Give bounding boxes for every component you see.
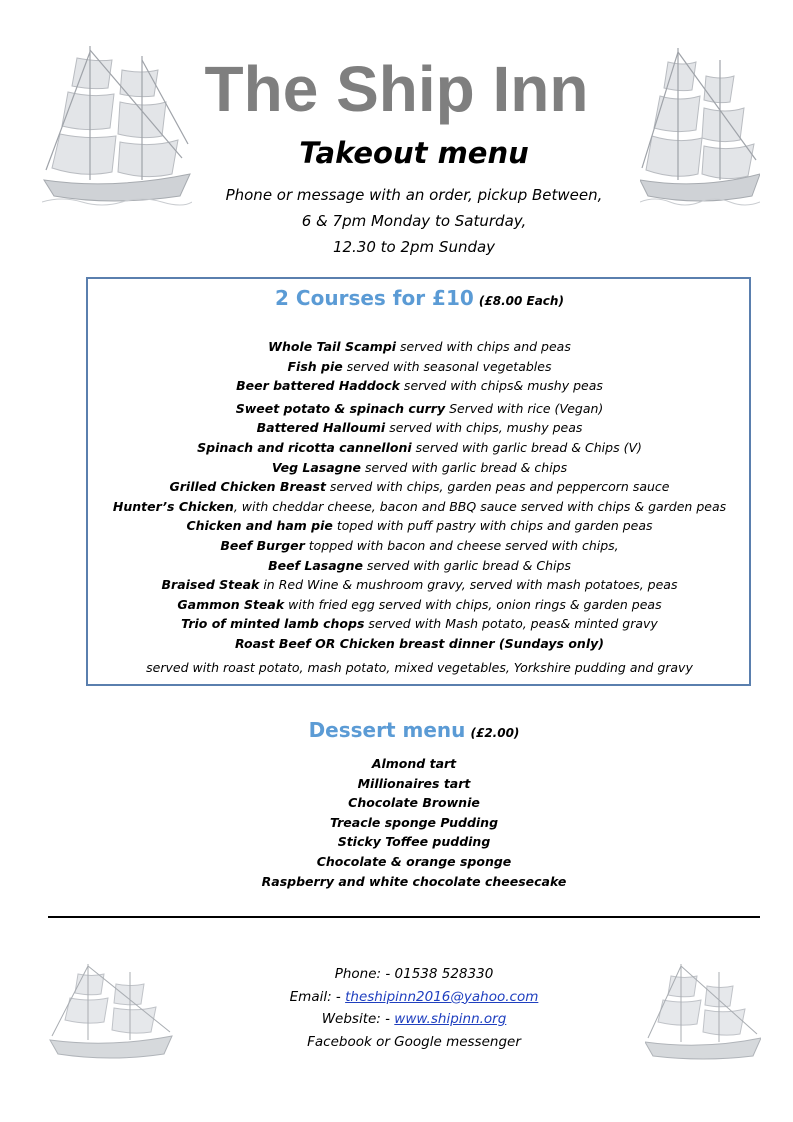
dessert-price-note: (£2.00) [470, 726, 520, 740]
email-line [0, 986, 793, 1009]
menu-item [88, 536, 751, 556]
menu-item-name: Spinach and ricotta cannelloni [197, 439, 412, 455]
menu-item [88, 477, 751, 497]
pickup-info-line: Phone or message with an order, pickup Between, [225, 186, 603, 204]
pickup-info-line: 6 & 7pm Monday to Saturday, [301, 212, 527, 230]
roast-dinner-note: served with roast potato, mash potato, mixed vegetables, Yorkshire pudding and gravy [146, 659, 693, 675]
menu-item-desc: toped with puff pastry with chips and garden peas [332, 518, 653, 534]
menu-item [88, 595, 751, 615]
menu-item-desc: Served with rice (Vegan) [445, 400, 604, 416]
menu-item [88, 357, 751, 377]
website-line [0, 1008, 793, 1031]
menu-item-name: Fish pie [287, 358, 343, 374]
phone-line [0, 963, 793, 986]
menu-item-name: Braised Steak [161, 577, 260, 593]
menu-item-name: Roast Beef OR Chicken breast dinner (Sundays only) [235, 635, 604, 651]
social-line: Facebook or Google messenger [307, 1033, 521, 1050]
main-course-list [88, 337, 751, 678]
menu-item-desc: in Red Wine & mushroom gravy, served with mash potatoes, peas [259, 577, 678, 593]
menu-item-name: Battered Halloumi [256, 420, 386, 436]
menu-item-name: Beef Burger [220, 537, 305, 553]
divider [48, 916, 760, 918]
contact-info [0, 963, 793, 1053]
email-link[interactable]: theshipinn2016@yahoo.com [345, 988, 539, 1005]
courses-heading-title: 2 Courses for £10 [275, 286, 474, 310]
menu-item [88, 399, 751, 419]
dessert-item: Millionaires tart [357, 775, 471, 791]
menu-item [88, 337, 751, 357]
menu-item-name: Veg Lasagne [271, 459, 362, 475]
menu-item-name: Gammon Steak [177, 596, 285, 612]
courses-heading [88, 286, 751, 310]
dessert-heading-title: Dessert menu [308, 718, 466, 742]
dessert-item: Sticky Toffee pudding [337, 834, 491, 850]
page-title: The Ship Inn [204, 53, 589, 125]
phone-number: 01538 528330 [394, 966, 494, 982]
website-label: Website: - [321, 1011, 395, 1027]
menu-item-desc: served with garlic bread & Chips [362, 557, 571, 573]
menu-item-desc: topped with bacon and cheese served with chips, [304, 537, 619, 553]
courses-price-note: (£8.00 Each) [478, 294, 564, 308]
dessert-item: Chocolate Brownie [348, 795, 480, 811]
pickup-info [0, 182, 793, 260]
dessert-item: Chocolate & orange sponge [316, 853, 512, 869]
menu-item-name: Beef Lasagne [268, 557, 363, 573]
menu-item-desc: served with garlic bread & chips [361, 459, 568, 475]
menu-item-desc: served with Mash potato, peas& minted gravy [364, 616, 658, 632]
dessert-item: Raspberry and white chocolate cheesecake [261, 873, 567, 889]
phone-label: Phone: - [334, 966, 395, 982]
menu-item-name: Beer battered Haddock [236, 378, 400, 394]
menu-item [88, 575, 751, 595]
menu-item-name: Whole Tail Scampi [268, 339, 397, 354]
menu-subtitle: Takeout menu [299, 136, 529, 170]
menu-item-desc: with fried egg served with chips, onion rings & garden peas [284, 596, 662, 612]
menu-item-name: Chicken and ham pie [186, 518, 333, 534]
dessert-heading [0, 718, 793, 742]
menu-item [88, 418, 751, 438]
menu-item [88, 614, 751, 634]
menu-item [88, 516, 751, 536]
menu-item-desc: , with cheddar cheese, bacon and BBQ sauce served with chips & garden peas [233, 498, 727, 514]
menu-item-desc: served with chips& mushy peas [399, 378, 603, 394]
menu-item [88, 376, 751, 396]
menu-item-desc: served with chips and peas [396, 339, 571, 354]
pickup-info-line: 12.30 to 2pm Sunday [332, 238, 496, 256]
menu-item-desc: served with garlic bread & Chips (V) [411, 439, 642, 455]
menu-item-name: Trio of minted lamb chops [181, 616, 365, 632]
courses-box [86, 277, 751, 686]
website-link[interactable]: www.shipinn.org [394, 1011, 507, 1027]
dessert-item: Treacle sponge Pudding [329, 814, 499, 830]
email-label: Email: - [289, 988, 346, 1005]
dessert-list [0, 754, 793, 891]
menu-item-name: Hunter’s Chicken [112, 498, 234, 514]
menu-item-name: Grilled Chicken Breast [169, 479, 326, 495]
menu-item [88, 556, 751, 576]
menu-item [88, 438, 751, 458]
menu-item [88, 458, 751, 478]
menu-item-name: Sweet potato & spinach curry [235, 400, 446, 416]
menu-item-desc: served with chips, mushy peas [385, 420, 583, 436]
menu-item-desc: served with chips, garden peas and peppercorn sauce [325, 479, 670, 495]
menu-item [88, 634, 751, 654]
dessert-item: Almond tart [371, 756, 457, 771]
menu-item-desc: served with seasonal vegetables [342, 358, 552, 374]
menu-item [88, 497, 751, 517]
